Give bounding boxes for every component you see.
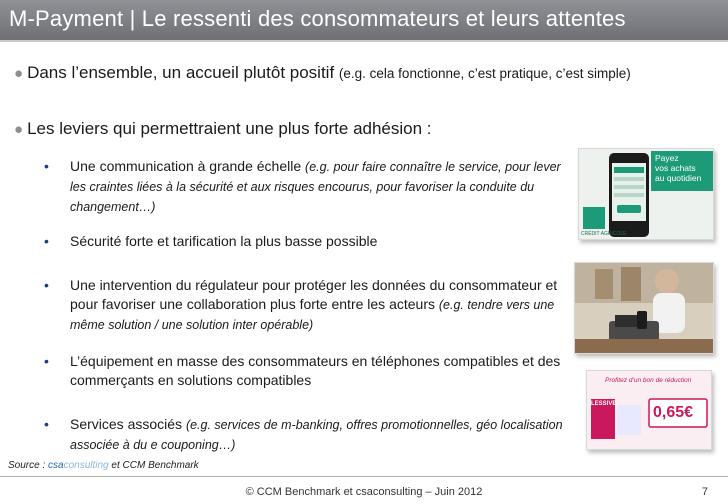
sub-bullet-5-note: (e.g. services de m-banking, offres promotionnelles, géo localisation associée à du e couponing…)	[70, 418, 563, 452]
ad-line-2: vos achats	[655, 163, 696, 173]
coupon-image	[586, 370, 712, 450]
bullet-dot-icon: ●	[14, 65, 24, 82]
sub-bullet-5	[44, 415, 564, 455]
bullet-dot-icon: •	[44, 416, 49, 432]
mobile-payment-ad-image	[578, 148, 714, 240]
title-divider	[0, 40, 728, 42]
sub-bullet-1-text: Une communication à grande échelle	[70, 158, 306, 174]
main-bullet-2-text: Les leviers qui permettraient une plus forte adhésion :	[27, 119, 432, 138]
source-consulting: consulting	[63, 460, 109, 471]
coupon-brand: LESSIVE	[591, 401, 617, 407]
main-bullet-1	[14, 62, 714, 85]
source-csa: csa	[48, 460, 64, 471]
sub-bullet-4	[44, 352, 564, 390]
sub-bullet-1-note: (e.g. pour faire connaître le service, pour lever les craintes liées à la sécurité et aux risques encourus, pour favoriser la conduite du changement…)	[70, 160, 561, 214]
source-et: et	[108, 460, 123, 471]
bullet-dot-icon: •	[44, 158, 49, 174]
sub-bullet-4-text: L’équipement en masse des consommateurs en téléphones compatibles et des commerçants en solutions compatibles	[70, 353, 561, 388]
source-note	[8, 460, 199, 471]
source-prefix: Source :	[8, 460, 49, 471]
sub-bullet-3	[44, 276, 564, 335]
main-bullet-2	[14, 118, 714, 141]
contactless-payment-photo	[574, 262, 714, 354]
title-bar	[0, 0, 728, 40]
bullet-dot-icon: •	[44, 277, 49, 293]
main-bullet-1-note: (e.g. cela fonctionne, c’est pratique, c’est simple)	[338, 66, 631, 81]
coupon-price: 0,65€	[653, 404, 694, 421]
sub-bullet-5-text: Services associés	[70, 416, 186, 432]
main-bullet-1-text: Dans l’ensemble, un accueil plutôt positif	[27, 63, 339, 82]
source-ccm: CCM Benchmark	[122, 460, 199, 471]
footer-divider	[0, 476, 728, 477]
slide-title: M-Payment | Le ressenti des consommateurs et leurs attentes	[9, 6, 626, 31]
sub-bullet-3-note: (e.g. tendre vers une même solution / une solution inter opérable)	[70, 298, 555, 332]
ad-line-1: Payez	[655, 153, 679, 163]
payment-terminal-icon	[575, 263, 714, 354]
ad-logo-text: CRÉDIT AGRICOLE	[581, 231, 627, 237]
bullet-dot-icon: ●	[14, 121, 24, 138]
sub-bullet-2	[44, 232, 564, 251]
coupon-promo-text: Profitez d’un bon de réduction	[605, 377, 692, 384]
sub-bullet-2-text: Sécurité forte et tarification la plus basse possible	[70, 233, 378, 249]
page-number: 7	[701, 486, 708, 498]
sub-bullet-3-text: Une intervention du régulateur pour protéger les données du consommateur et pour favoriser une collaboration plus forte entre les acteurs	[70, 277, 558, 312]
bullet-dot-icon: •	[44, 233, 49, 249]
ad-line-3: au quotidien	[655, 173, 702, 183]
sub-bullet-1	[44, 157, 564, 217]
bullet-dot-icon: •	[44, 353, 49, 369]
footer-copyright: © CCM Benchmark et csaconsulting – Juin 2012	[245, 486, 483, 498]
